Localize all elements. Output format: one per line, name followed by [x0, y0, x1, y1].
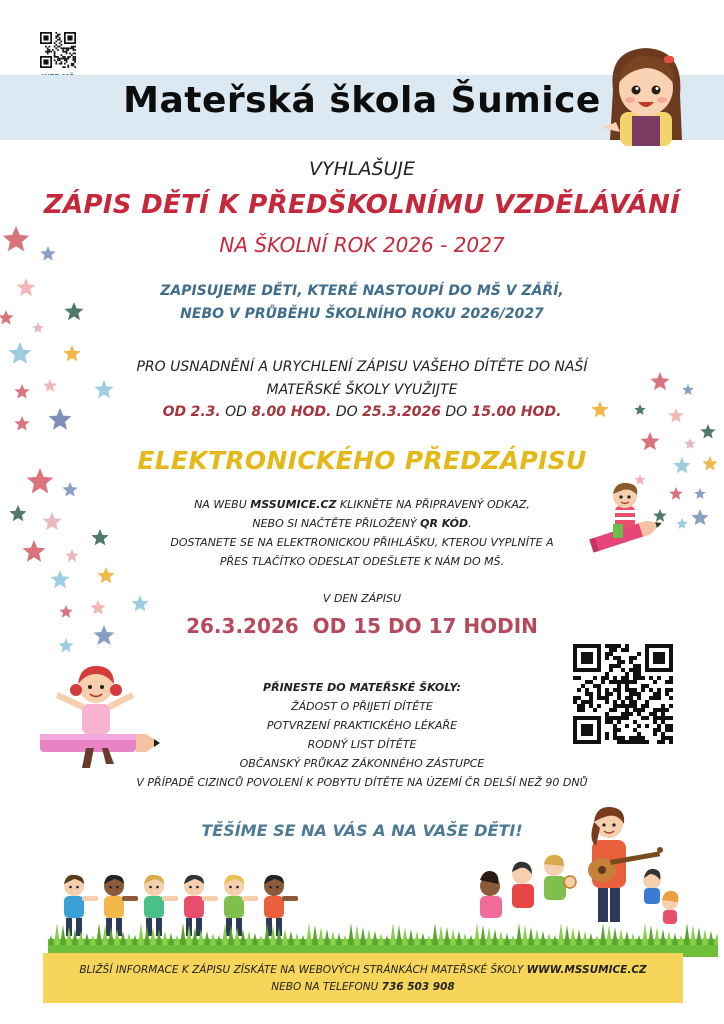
pre-registration-line1: PRO USNADNĚNÍ A URYCHLENÍ ZÁPISU VAŠEHO DÍTĚTE DO NAŠÍ	[136, 359, 588, 375]
star-icon	[90, 600, 105, 615]
date-prefix-1: OD	[162, 404, 187, 420]
star-icon	[97, 567, 114, 583]
bring-item: RODNÝ LIST DÍTĚTE	[307, 738, 417, 751]
star-icon	[653, 509, 666, 522]
star-icon	[14, 384, 29, 399]
date-start: 2.3.	[190, 404, 221, 420]
star-icon	[40, 246, 55, 261]
star-icon	[634, 404, 645, 415]
star-icon	[634, 474, 645, 485]
footer-line1: BLIŽŠÍ INFORMACE K ZÁPISU ZÍSKÁTE NA WEBOVÝCH STRÁNKÁCH MATEŘSKÉ ŠKOLY WWW.MSSUMICE.CZ	[79, 964, 647, 976]
star-icon	[14, 416, 29, 431]
enrolment-info-line2: NEBO V PRŮBĚHU ŠKOLNÍHO ROKU 2026/2027	[180, 306, 544, 322]
star-icon	[668, 408, 683, 423]
star-icon	[684, 438, 695, 449]
bring-item: OBČANSKÝ PRŮKAZ ZÁKONNÉHO ZÁSTUPCE	[239, 757, 485, 770]
star-icon	[131, 595, 148, 611]
star-icon	[51, 570, 70, 588]
announces-text: VYHLAŠUJE	[308, 158, 416, 180]
star-icon	[95, 380, 114, 398]
main-heading: ZÁPIS DĚTÍ K PŘEDŠKOLNÍMU VZDĚLÁVÁNÍ	[43, 190, 681, 220]
star-icon	[0, 310, 14, 325]
star-icon	[17, 278, 36, 296]
star-icon	[49, 408, 72, 430]
footer-text	[43, 962, 683, 996]
star-icon	[62, 482, 77, 497]
star-icon	[91, 529, 108, 545]
bring-item: ŽÁDOST O PŘIJETÍ DÍTĚTE	[291, 700, 433, 713]
web-instructions-line4: PŘES TLAČÍTKO ODESLAT ODEŠLETE K NÁM DO MŠ.	[219, 555, 505, 568]
pre-registration-line2: MATEŘSKÉ ŠKOLY VYUŽIJTE	[266, 382, 458, 398]
closing-message: TĚŠÍME SE NA VÁS A NA VAŠE DĚTI!	[201, 821, 523, 840]
star-icon	[65, 302, 84, 320]
footer-phone[interactable]: 736 503 908	[381, 981, 455, 993]
star-icon	[673, 457, 690, 473]
enrolment-time: OD 15 DO 17 HODIN	[312, 614, 538, 638]
star-icon	[58, 638, 73, 653]
website-link[interactable]: MSSUMICE.CZ	[250, 498, 337, 511]
date-end: 25.3.2026	[362, 404, 441, 420]
star-icon	[63, 345, 80, 361]
star-icon	[700, 424, 715, 439]
web-instructions-line1: NA WEBU MSSUMICE.CZ KLIKNĚTE NA PŘIPRAVENÝ ODKAZ,	[194, 498, 530, 511]
footer-website-link[interactable]: WWW.MSSUMICE.CZ	[526, 964, 647, 976]
star-icon	[9, 342, 32, 364]
electronic-preregistration-heading: ELEKTRONICKÉHO PŘEDZÁPISU	[137, 446, 587, 475]
enrolment-day-label: V DEN ZÁPISU	[322, 592, 402, 605]
star-icon	[682, 384, 693, 395]
web-instructions-line3: DOSTANETE SE NA ELEKTRONICKOU PŘIHLÁŠKU, KTEROU VYPLNÍTE A	[170, 536, 554, 549]
qr-code-text: QR KÓD	[420, 517, 469, 530]
date-prefix-4: DO	[445, 404, 468, 420]
footer-line2: NEBO NA TELEFONU 736 503 908	[271, 981, 455, 993]
bring-heading: PŘINESTE DO MATEŘSKÉ ŠKOLY:	[263, 681, 461, 694]
bring-item: V PŘÍPADĚ CIZINCŮ POVOLENÍ K POBYTU DÍTĚTE NA ÚZEMÍ ČR DELŠÍ NEŽ 90 DNŮ	[136, 776, 588, 789]
date-prefix-2: OD	[225, 404, 247, 420]
star-icon	[3, 226, 30, 251]
star-icon	[9, 505, 26, 521]
star-icon	[43, 379, 56, 392]
star-icon	[591, 401, 608, 417]
bring-item: POTVRZENÍ PRAKTICKÉHO LÉKAŘE	[266, 719, 458, 732]
star-icon	[641, 432, 660, 450]
time-start: 8.00 HOD.	[251, 404, 332, 420]
star-icon	[676, 518, 687, 529]
star-icon	[669, 487, 682, 500]
star-icon	[23, 540, 46, 562]
date-prefix-3: DO	[335, 404, 358, 420]
star-icon	[27, 468, 54, 493]
star-icon	[65, 549, 78, 562]
star-icon	[59, 605, 72, 618]
star-icon	[651, 372, 670, 390]
school-year: NA ŠKOLNÍ ROK 2026 - 2027	[219, 233, 505, 257]
school-title: Mateřská škola Šumice	[123, 80, 601, 121]
star-icon	[702, 456, 717, 471]
time-end: 15.00 HOD.	[471, 404, 562, 420]
star-icon	[94, 625, 115, 645]
star-icon	[43, 512, 62, 530]
web-instructions-line2: NEBO SI NAČTĚTE PŘILOŽENÝ QR KÓD.	[252, 517, 472, 530]
star-icon	[691, 509, 708, 525]
star-icon	[32, 322, 43, 333]
enrolment-date: 26.3.2026	[186, 614, 299, 638]
star-icon	[694, 488, 705, 499]
enrolment-info-line1: ZAPISUJEME DĚTI, KTERÉ NASTOUPÍ DO MŠ V ZÁŘÍ,	[160, 283, 564, 299]
